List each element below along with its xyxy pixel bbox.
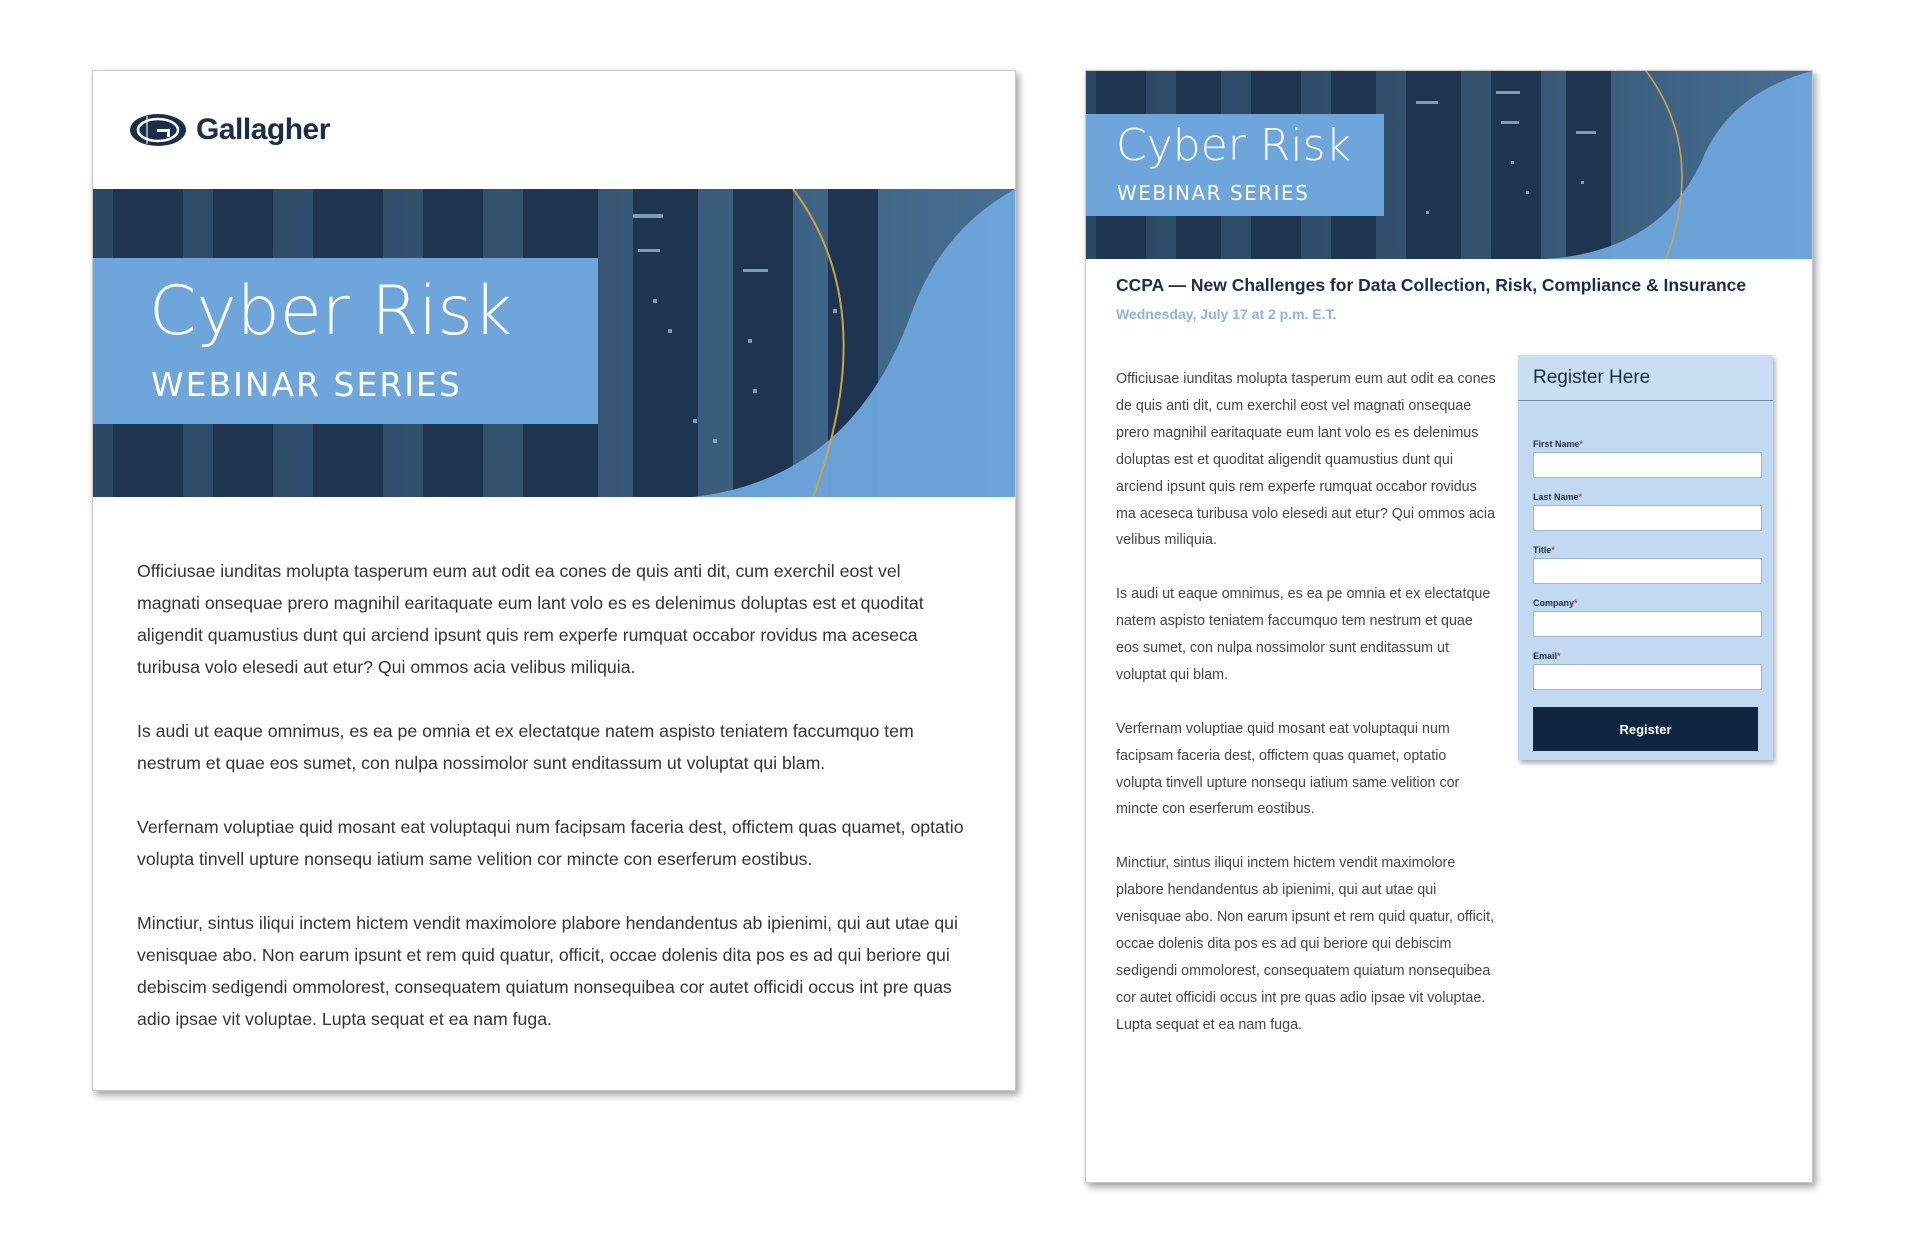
email-input[interactable] xyxy=(1533,664,1762,690)
title-field xyxy=(1533,545,1758,584)
hero-title-box xyxy=(93,258,598,424)
body-paragraph: Officiusae iunditas molupta tasperum eum aut odit ea cones de quis anti dit, cum exerchil eost vel magnati onsequae prero magnihil earitaquate eum lant volo es es delenimus doluptas est et quoditat aligendit quamustius dunt qui arciend ipsunt quis rem experfe rumquat occabor rovidus ma aceseca turibusa volo elesedi aut etur? Qui ommos acia velibus miliquia. xyxy=(137,561,924,677)
title-input[interactable] xyxy=(1533,558,1762,584)
company-input[interactable] xyxy=(1533,611,1762,637)
hero-subtitle: WEBINAR SERIES xyxy=(151,365,462,404)
form-header xyxy=(1518,355,1773,401)
field-label: Company* xyxy=(1533,598,1578,608)
webinar-date: Wednesday, July 17 at 2 p.m. E.T. xyxy=(1116,306,1337,322)
company-field xyxy=(1533,598,1758,637)
email-field xyxy=(1533,651,1758,690)
registration-form xyxy=(1518,355,1773,760)
body-paragraph: Verfernam voluptiae quid mosant eat voluptaqui num facipsam faceria dest, offictem quas quamet, optatio volupta tinvell upture nonsequ iatium same velition cor mincte con eserferum eostibus. xyxy=(1116,720,1460,818)
form-title: Register Here xyxy=(1533,367,1651,388)
hero-title: Cyber Risk xyxy=(149,272,513,351)
first-name-field xyxy=(1533,439,1758,478)
body-paragraph: Minctiur, sintus iliqui inctem hictem vendit maximolore plabore hendandentus ab ipienimi, qui aut utae qui venisquae abo. Non earum ipsunt et rem quid quatur, officit, occae dolenis dita pos es ad qui beriore qui debiscim sedigendi ommolorest, consequatem quiatum nonsequibea cor autet officidi occus int pre quas adio ipsae vit voluptae. Lupta sequat et ea nam fuga. xyxy=(1116,855,1495,1033)
first-name-input[interactable] xyxy=(1533,452,1762,478)
brand-logo[interactable] xyxy=(129,113,330,147)
email-body xyxy=(137,555,967,1067)
field-label: Title* xyxy=(1533,545,1555,555)
last-name-field xyxy=(1533,492,1758,531)
hero-title: Cyber Risk xyxy=(1116,120,1352,171)
landing-body xyxy=(1116,366,1496,1066)
webinar-headline: CCPA — New Challenges for Data Collection, Risk, Compliance & Insurance xyxy=(1116,275,1747,295)
body-paragraph: Verfernam voluptiae quid mosant eat voluptaqui num facipsam faceria dest, offictem quas quamet, optatio volupta tinvell upture nonsequ iatium same velition cor mincte con eserferum eostibus. xyxy=(137,817,964,869)
body-paragraph: Officiusae iunditas molupta tasperum eum aut odit ea cones de quis anti dit, cum exerchil eost vel magnati onsequae prero magnihil earitaquate eum lant volo es es delenimus doluptas est et quoditat aligendit quamustius dunt qui arciend ipsunt quis rem experfe rumquat occabor rovidus ma aceseca turibusa volo elesedi aut etur? Qui ommos acia velibus miliquia. xyxy=(1116,371,1496,549)
register-button[interactable]: Register xyxy=(1533,707,1758,751)
last-name-input[interactable] xyxy=(1533,505,1762,531)
field-label: Email* xyxy=(1533,651,1561,661)
field-label: First Name* xyxy=(1533,439,1584,449)
body-paragraph: Is audi ut eaque omnimus, es ea pe omnia et ex electatque natem aspisto teniatem faccumquo tem nestrum et quae eos sumet, con nulpa nossimolor sunt enditassum ut voluptat qui blam. xyxy=(137,721,914,773)
body-paragraph: Is audi ut eaque omnimus, es ea pe omnia et ex electatque natem aspisto teniatem faccumquo tem nestrum et quae eos sumet, con nulpa nossimolor sunt enditassum ut voluptat qui blam. xyxy=(1116,586,1491,683)
gallagher-globe-g-icon xyxy=(129,113,187,147)
body-paragraph: Minctiur, sintus iliqui inctem hictem vendit maximolore plabore hendandentus ab ipienimi, qui aut utae qui venisquae abo. Non earum ipsunt et rem quid quatur, officit, occae dolenis dita pos es ad qui beriore qui debiscim sedigendi ommolorest, consequatem quiatum nonsequibea cor autet officidi occus int pre quas adio ipsae vit voluptae. Lupta sequat et ea nam fuga. xyxy=(137,913,958,1029)
hero-banner xyxy=(93,189,1015,497)
hero-banner xyxy=(1086,71,1812,259)
brand-name: Gallagher xyxy=(196,113,330,146)
email-preview-panel xyxy=(92,70,1016,1091)
landing-page-panel xyxy=(1085,70,1813,1183)
hero-title-box xyxy=(1086,114,1384,216)
field-label: Last Name* xyxy=(1533,492,1583,502)
hero-subtitle: WEBINAR SERIES xyxy=(1117,181,1310,205)
